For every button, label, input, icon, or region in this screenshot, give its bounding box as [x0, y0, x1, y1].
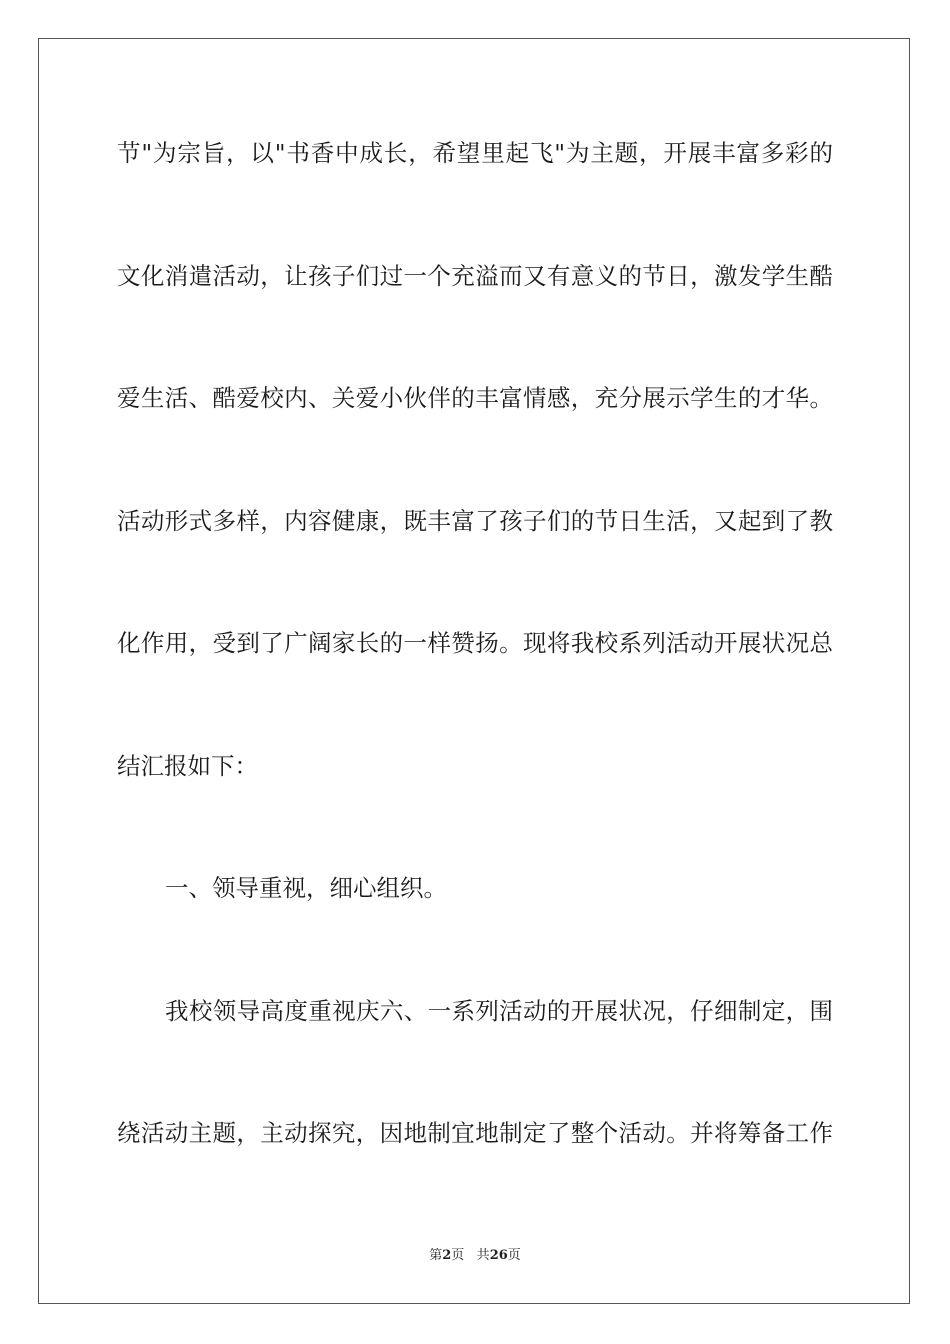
section-heading: 一、领导重视，细心组织。	[165, 874, 447, 902]
text-line-1: 节"为宗旨，以"书香中成长，希望里起飞"为主题，开展丰富多彩的	[117, 139, 833, 167]
text-line-2: 文化消遣活动，让孩子们过一个充溢而又有意义的节日，激发学生酷	[117, 261, 833, 290]
document-body	[117, 128, 833, 1231]
footer-total-prefix: 共	[476, 1248, 490, 1263]
total-pages-number: 26	[489, 1248, 508, 1263]
page-footer	[0, 1244, 950, 1263]
footer-prefix: 第	[429, 1248, 443, 1263]
text-line-8: 我校领导高度重视庆六、一系列活动的开展状况，仔细制定，围	[165, 996, 833, 1025]
text-line-6: 结汇报如下：	[117, 751, 258, 780]
text-line-4: 活动形式多样，内容健康，既丰富了孩子们的节日生活，又起到了教	[117, 506, 833, 535]
text-line-9: 绕活动主题，主动探究，因地制宜地制定了整个活动。并将筹备工作	[117, 1119, 833, 1147]
footer-total-suffix: 页	[507, 1248, 521, 1263]
text-line-5: 化作用，受到了广阔家长的一样赞扬。现将我校系列活动开展状况总	[117, 629, 833, 657]
current-page-number: 2	[442, 1248, 452, 1263]
text-line-3: 爱生活、酷爱校内、关爱小伙伴的丰富情感，充分展示学生的才华。	[117, 384, 833, 412]
footer-page-suffix: 页	[451, 1248, 465, 1263]
